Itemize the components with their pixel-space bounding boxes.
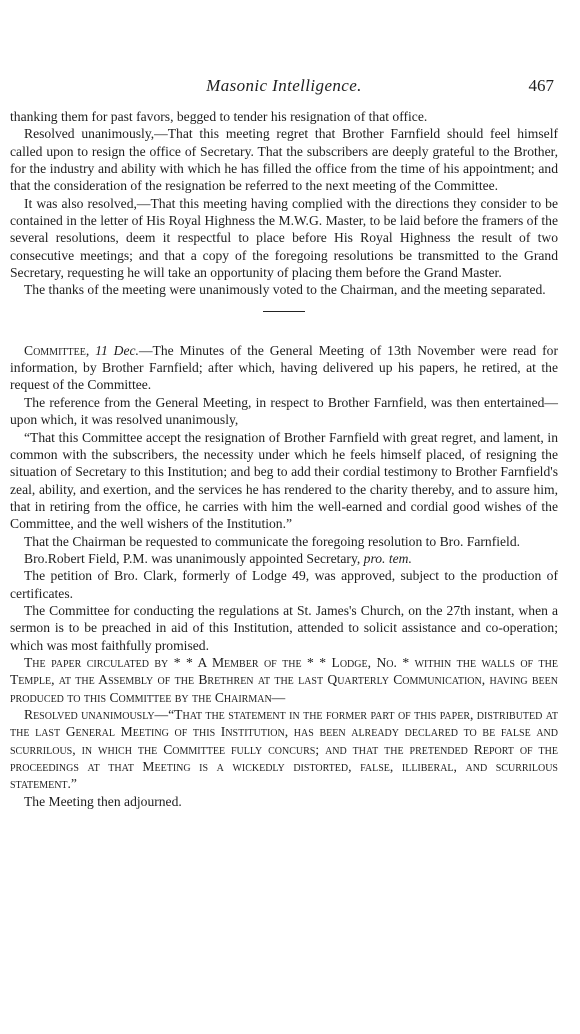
page-header — [10, 76, 558, 108]
paragraph-smallcaps: The paper circulated by * * A Member of the * * Lodge, No. * within the walls of the Temple, at the Assembly of the Brethren at the last Quarterly Communication, having been produced to this Committee by the Chairman— — [10, 654, 558, 705]
committee-label: Committee — [24, 342, 86, 358]
paragraph — [10, 342, 558, 394]
section-divider — [263, 311, 305, 312]
page-number: 467 — [528, 76, 554, 95]
paragraph: Resolved unanimously,—That this meeting regret that Brother Farnfield should feel himself called upon to resign the office of Secretary. That the subscribers are deeply grateful to the Brother, for the industry and ability with which he has filled the office from the time of his appointment; and that the consideration of the resignation be referred to the next meeting of the Committee. — [10, 126, 558, 194]
paragraph: The Meeting then adjourned. — [24, 793, 182, 809]
resolution-quote: “That this Committee accept the resignation of Brother Farnfield with great regret, and lament, in common with the subscribers, the necessity under which he feels himself placed, of resigning the situation of Secretary to this Institution; and beg to add their cordial testimony to Brother Farnfield's zeal, ability, and exertion, and the services he has rendered to the charity thereby, and to assure him, that in retiring from the office, he carries with him the well-earned and cordial good wishes of the Committee, and the well wishers of the Institution.” — [10, 429, 558, 532]
committee-date: , 11 Dec. — [85, 342, 139, 358]
document-page — [10, 76, 558, 810]
paragraph: It was also resolved,—That this meeting having complied with the directions they consider to be contained in the letter of His Royal Highness the M.W.G. Master, to be laid before the framers of the several resolutions, deem it respectful to place before His Royal Highness the result of two consecutive meetings; and that a copy of the foregoing resolutions be transmitted to the Grand Secretary, requesting he will take an opportunity of placing them before the Grand Master. — [10, 195, 558, 281]
resolution-smallcaps: Resolved unanimously—“That the statement in the former part of this paper, distributed at the last General Meeting of this Institution, has been already declared to be false and scurrilous, in which the Committee fully concurs; and that the pretended Report of the proceedings at that Meeting is a wickedly distorted, false, illiberal, and scurrilous statement.” — [10, 707, 558, 792]
latin-phrase: pro. tem. — [360, 550, 412, 566]
paragraph: The Committee for conducting the regulations at St. James's Church, on the 27th instant, when a sermon is to be preached in aid of this Institution, attended to solicit assistance and co-operation; which was most faithfully promised. — [10, 602, 558, 653]
paragraph: That the Chairman be requested to communicate the foregoing resolution to Bro. Farnfield. — [24, 533, 521, 549]
paragraph — [10, 550, 558, 567]
body-text — [10, 108, 558, 810]
paragraph: thanking them for past favors, begged to tender his resignation of that office. — [10, 109, 428, 124]
running-title: Masonic Intelligence. — [206, 76, 362, 95]
paragraph: The reference from the General Meeting, in respect to Brother Farnfield, was then entertained—upon which, it was resolved unanimously, — [10, 394, 558, 428]
paragraph: The petition of Bro. Clark, formerly of Lodge 49, was approved, subject to the production of certificates. — [10, 568, 558, 601]
paragraph: The thanks of the meeting were unanimously voted to the Chairman, and the meeting separated. — [24, 282, 546, 298]
paragraph-text: —The Minutes of the General Meeting of 13th November were read for information, by Brother Farnfield; after which, having delivered up his papers, he retired, at the request of the Committee. — [10, 342, 558, 393]
paragraph-text: Bro.Robert Field, P.M. was unanimously appointed Secretary, — [24, 550, 361, 566]
